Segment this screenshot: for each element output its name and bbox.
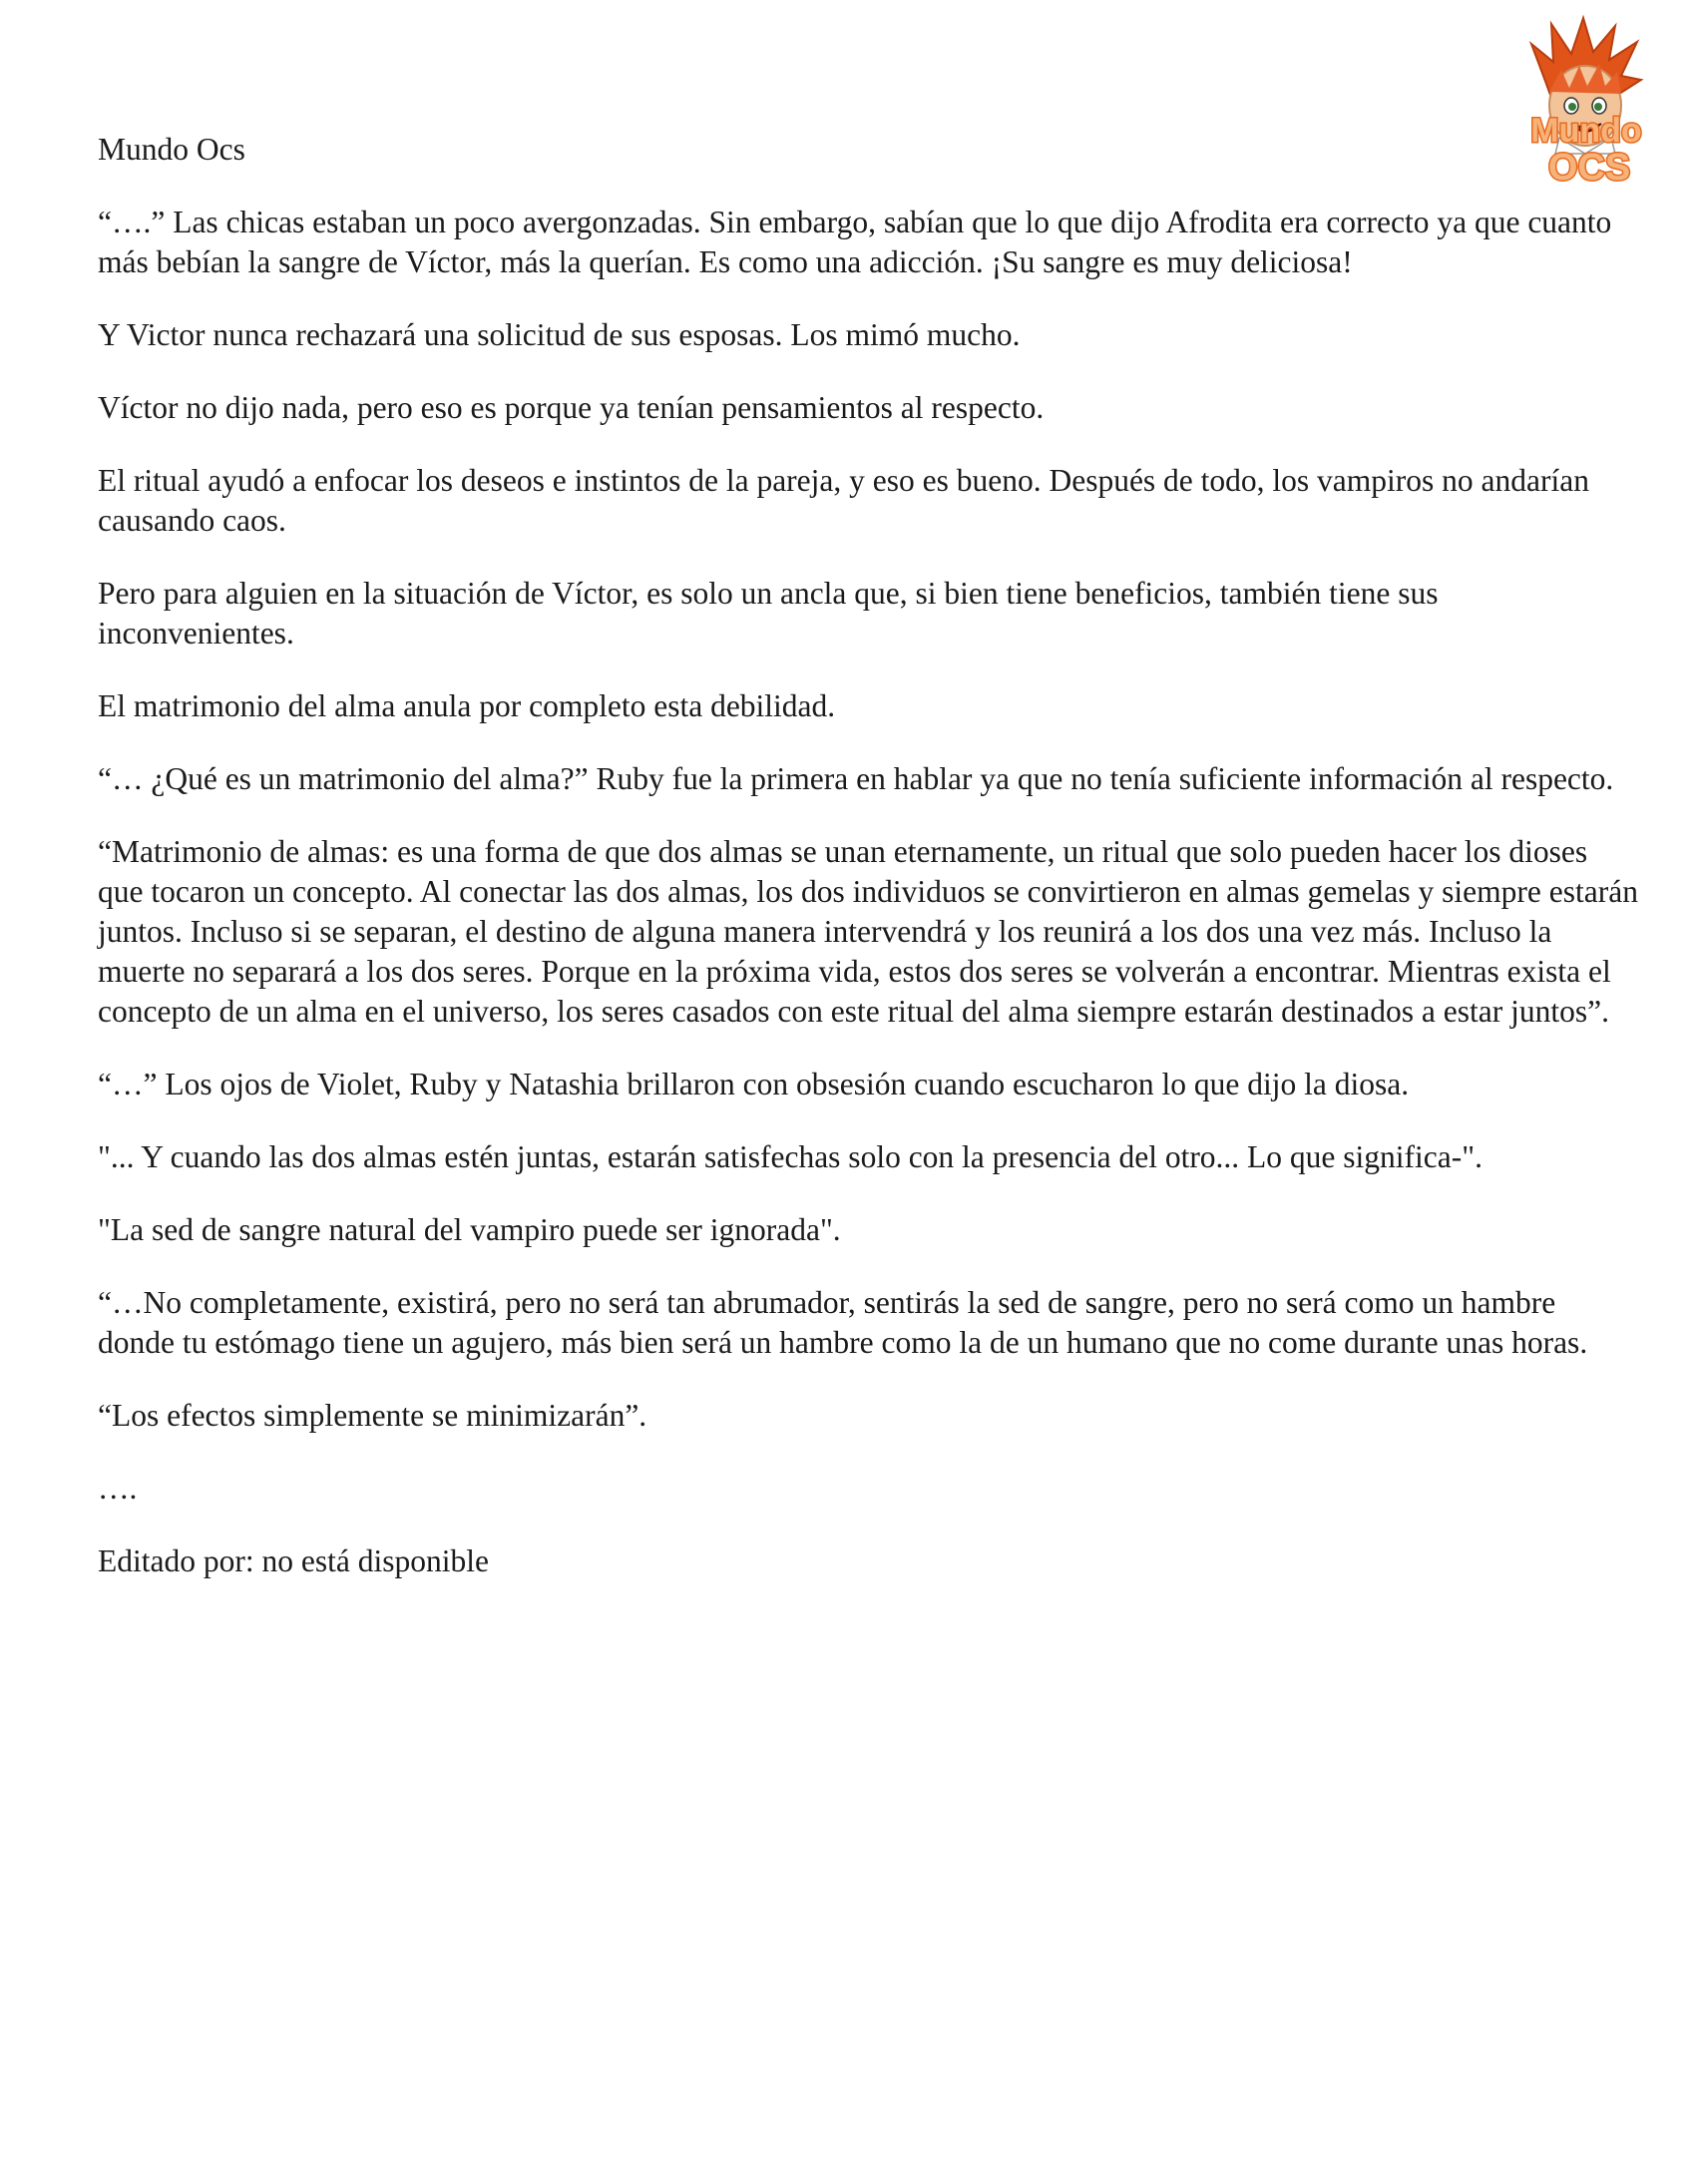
paragraph: El ritual ayudó a enfocar los deseos e instintos de la pareja, y eso es bueno. Después de todo, los vampiros no andarían causando caos.	[98, 463, 1589, 538]
logo-text-mundo: Mundo	[1530, 112, 1642, 150]
paragraph: “Los efectos simplemente se minimizarán”.	[98, 1398, 647, 1433]
paragraph: “… ¿Qué es un matrimonio del alma?” Ruby fue la primera en hablar ya que no tenía suficiente información al respecto.	[98, 761, 1614, 796]
logo-text-ocs: OCS	[1547, 147, 1631, 189]
paragraph: "La sed de sangre natural del vampiro puede ser ignorada".	[98, 1212, 841, 1247]
paragraph: El matrimonio del alma anula por completo esta debilidad.	[98, 688, 836, 723]
editor-credit: Editado por: no está disponible	[98, 1543, 489, 1578]
paragraph: ….	[98, 1471, 138, 1506]
document-body	[98, 130, 1639, 1614]
paragraph: "... Y cuando las dos almas estén juntas, estarán satisfechas solo con la presencia del otro... Lo que significa-".	[98, 1139, 1483, 1174]
paragraph: “Matrimonio de almas: es una forma de que dos almas se unan eternamente, un ritual que solo pueden hacer los dioses que tocaron un concepto. Al conectar las dos almas, los dos individuos se convirtieron en almas gemelas y siempre estarán juntos. Incluso si se separan, el destino de alguna manera intervendrá y los reunirá a los dos una vez más. Incluso la muerte no separará a los dos seres. Porque en la próxima vida, estos dos seres se volverán a encontrar. Mientras exista el concepto de un alma en el universo, los seres casados con este ritual del alma siempre estarán destinados a estar juntos”.	[98, 834, 1638, 1029]
paragraph: “…No completamente, existirá, pero no será tan abrumador, sentirás la sed de sangre, pero no será como un hambre donde tu estómago tiene un agujero, más bien será un hambre como la de un humano que no come durante unas horas.	[98, 1285, 1588, 1360]
paragraph: “….” Las chicas estaban un poco avergonzadas. Sin embargo, sabían que lo que dijo Afrodita era correcto ya que cuanto más bebían la sangre de Víctor, más la querían. Es como una adicción. ¡Su sangre es muy deliciosa!	[98, 205, 1612, 279]
paragraph: Víctor no dijo nada, pero eso es porque ya tenían pensamientos al respecto.	[98, 390, 1045, 425]
document-header: Mundo Ocs	[98, 132, 245, 167]
paragraph: Y Victor nunca rechazará una solicitud de sus esposas. Los mimó mucho.	[98, 317, 1021, 352]
paragraph: Pero para alguien en la situación de Víctor, es solo un ancla que, si bien tiene beneficios, también tiene sus inconvenientes.	[98, 576, 1439, 651]
paragraph: “…” Los ojos de Violet, Ruby y Natashia brillaron con obsesión cuando escucharon lo que dijo la diosa.	[98, 1067, 1410, 1101]
